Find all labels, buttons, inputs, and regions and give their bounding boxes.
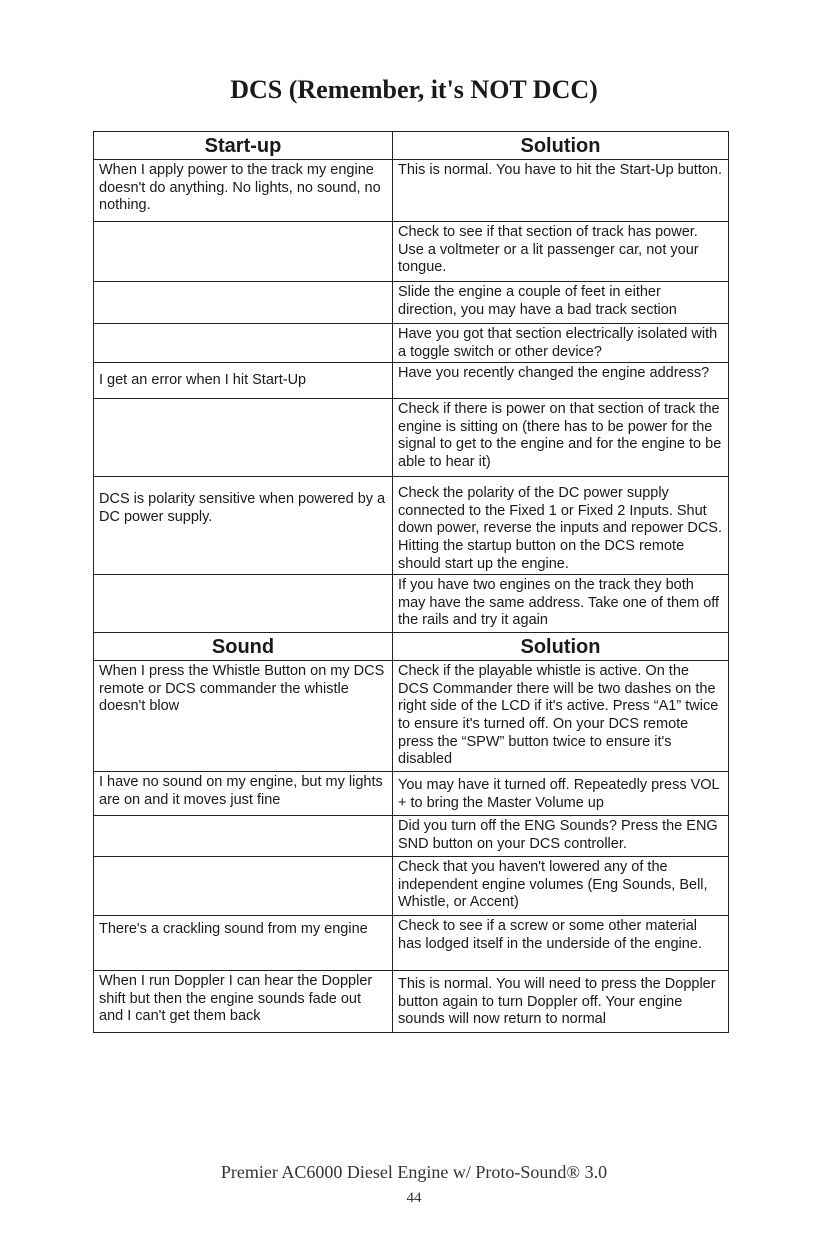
table-row [94,324,729,363]
troubleshooting-table [93,131,729,1033]
solution-cell: Have you got that section electrically isolated with a toggle switch or other device? [393,324,729,363]
page-title: DCS (Remember, it's NOT DCC) [230,75,598,104]
startup-header-problem: Start-up [94,132,393,160]
sound-header-problem: Sound [94,633,393,661]
solution-cell: Check the polarity of the DC power supply connected to the Fixed 1 or Fixed 2 Inputs. Shut down power, reverse the inputs and repower DCS. Hitting the startup button on the DCS remote should start up the engine. [393,477,729,575]
solution-cell: Check that you haven't lowered any of the independent engine volumes (Eng Sounds, Bell, Whistle, or Accent) [393,857,729,916]
table-row [94,916,729,971]
solution-cell: Check to see if a screw or some other material has lodged itself in the underside of the engine. [393,916,729,971]
problem-cell: I have no sound on my engine, but my lights are on and it moves just fine [94,772,393,816]
table-row [94,399,729,477]
table-row [94,575,729,633]
problem-cell [94,857,393,916]
solution-cell: If you have two engines on the track they both may have the same address. Take one of them off the rails and try it again [393,575,729,633]
solution-cell: This is normal. You will need to press the Doppler button again to turn Doppler off. Your engine sounds will now return to normal [393,971,729,1033]
problem-cell [94,399,393,477]
solution-cell: Check if the playable whistle is active. On the DCS Commander there will be two dashes on the right side of the LCD if it's active. Press “A1” twice to ensure it's turned off. On your DCS remote press the “SPW” button twice to ensure it's disabled [393,661,729,772]
problem-cell [94,816,393,857]
solution-cell: You may have it turned off. Repeatedly press VOL + to bring the Master Volume up [393,772,729,816]
table-row [94,816,729,857]
table-row [94,363,729,399]
table-row [94,160,729,222]
table-row [94,661,729,772]
table-row [94,971,729,1033]
startup-header-solution: Solution [393,132,729,160]
table-row [94,772,729,816]
problem-cell [94,282,393,324]
problem-cell: When I run Doppler I can hear the Doppler shift but then the engine sounds fade out and I can't get them back [94,971,393,1033]
problem-cell: There's a crackling sound from my engine [94,916,393,971]
solution-cell: Check if there is power on that section of track the engine is sitting on (there has to be power for the signal to get to the engine and for the engine to be able to hear it) [393,399,729,477]
solution-cell: Did you turn off the ENG Sounds? Press the ENG SND button on your DCS controller. [393,816,729,857]
problem-cell: When I press the Whistle Button on my DCS remote or DCS commander the whistle doesn't blow [94,661,393,772]
solution-cell: This is normal. You have to hit the Start-Up button. [393,160,729,222]
table-row [94,857,729,916]
sound-header-row [94,633,729,661]
solution-cell: Check to see if that section of track has power. Use a voltmeter or a lit passenger car, not your tongue. [393,222,729,282]
table-row [94,477,729,575]
table-row [94,282,729,324]
problem-cell [94,324,393,363]
problem-cell [94,575,393,633]
problem-cell: When I apply power to the track my engine doesn't do anything. No lights, no sound, no nothing. [94,160,393,222]
startup-header-row [94,132,729,160]
problem-cell: DCS is polarity sensitive when powered by a DC power supply. [94,477,393,575]
problem-cell [94,222,393,282]
footer-title: Premier AC6000 Diesel Engine w/ Proto-Sound® 3.0 [220,1162,608,1182]
page-number: 44 [406,1190,422,1206]
sound-header-solution: Solution [393,633,729,661]
table-row [94,222,729,282]
solution-cell: Slide the engine a couple of feet in either direction, you may have a bad track section [393,282,729,324]
solution-cell: Have you recently changed the engine address? [393,363,729,399]
problem-cell: I get an error when I hit Start-Up [94,363,393,399]
